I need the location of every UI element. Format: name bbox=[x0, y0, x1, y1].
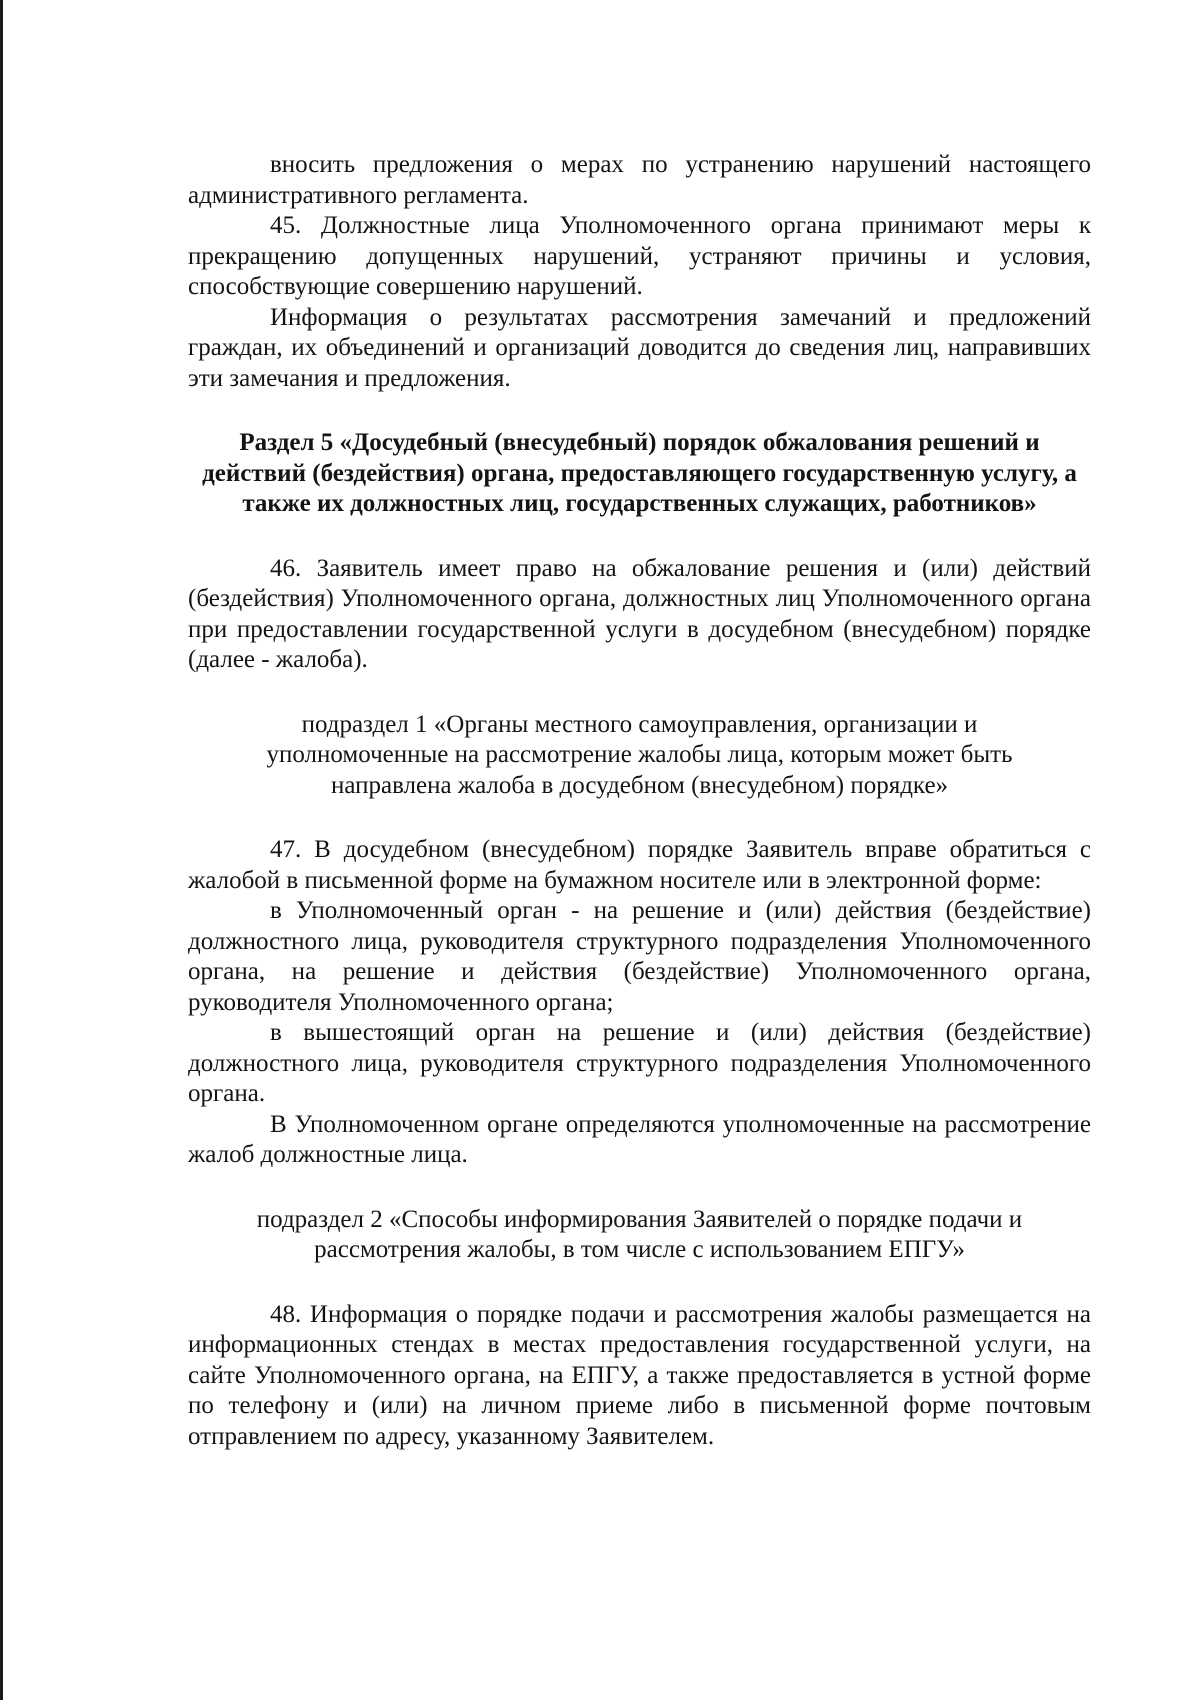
section-5-title: Раздел 5 «Досудебный (внесудебный) порядок обжалования решений и действий (бездействия) органа, предоставляющего государственную услугу, а также их должностных лиц, государственных служащих, работников» bbox=[202, 429, 1077, 517]
document-body bbox=[188, 150, 1091, 1452]
paragraph-47-responsible-officials: В Уполномоченном органе определяются уполномоченные на рассмотрение жалоб должностные лица. bbox=[188, 1110, 1091, 1168]
paragraph-remarks-info: Информация о результатах рассмотрения замечаний и предложений граждан, их объединений и организаций доводится до сведения лиц, направивших эти замечания и предложения. bbox=[188, 303, 1091, 392]
paragraph-48: 48. Информация о порядке подачи и рассмотрения жалобы размещается на информационных стендах в местах предоставления государственной услуги, на сайте Уполномоченного органа, на ЕПГУ, а также предоставляется в устной форме по телефону и (или) на личном приеме либо в письменной форме почтовым отправлением по адресу, указанному Заявителем. bbox=[188, 1300, 1091, 1450]
paragraph-45: 45. Должностные лица Уполномоченного органа принимают меры к прекращению допущенных нарушений, устраняют причины и условия, способствующие совершению нарушений. bbox=[188, 212, 1091, 300]
paragraph-47: 47. В досудебном (внесудебном) порядке Заявитель вправе обратиться с жалобой в письменной форме на бумажном носителе или в электронной форме: bbox=[188, 836, 1091, 894]
scan-edge-border bbox=[0, 0, 3, 1700]
subsection-2-title: подраздел 2 «Способы информирования Заявителей о порядке подачи и рассмотрения жалобы, в том числе с использованием ЕПГУ» bbox=[256, 1205, 1023, 1263]
paragraph-47-authorized-body: в Уполномоченный орган - на решение и (или) действия (бездействие) должностного лица, руководителя структурного подразделения Уполномоченного органа, на решение и действия (бездействие) Уполномоченного органа, руководителя Уполномоченного органа; bbox=[188, 897, 1091, 1016]
paragraph-47-higher-body: в вышестоящий орган на решение и (или) действия (бездействие) должностного лица, руководителя структурного подразделения Уполномоченного органа. bbox=[188, 1019, 1091, 1107]
subsection-1-title: подраздел 1 «Органы местного самоуправления, организации и уполномоченные на рассмотрение жалобы лица, которым может быть направлена жалоба в досудебном (внесудебном) порядке» bbox=[266, 710, 1013, 799]
paragraph-46: 46. Заявитель имеет право на обжалование решения и (или) действий (бездействия) Уполномоченного органа, должностных лиц Уполномоченного органа при предоставлении государственной услуги в досудебном (внесудебном) порядке (далее - жалоба). bbox=[188, 554, 1091, 673]
paragraph-regulation-continuation: вносить предложения о мерах по устранению нарушений настоящего административного регламента. bbox=[188, 151, 1091, 209]
